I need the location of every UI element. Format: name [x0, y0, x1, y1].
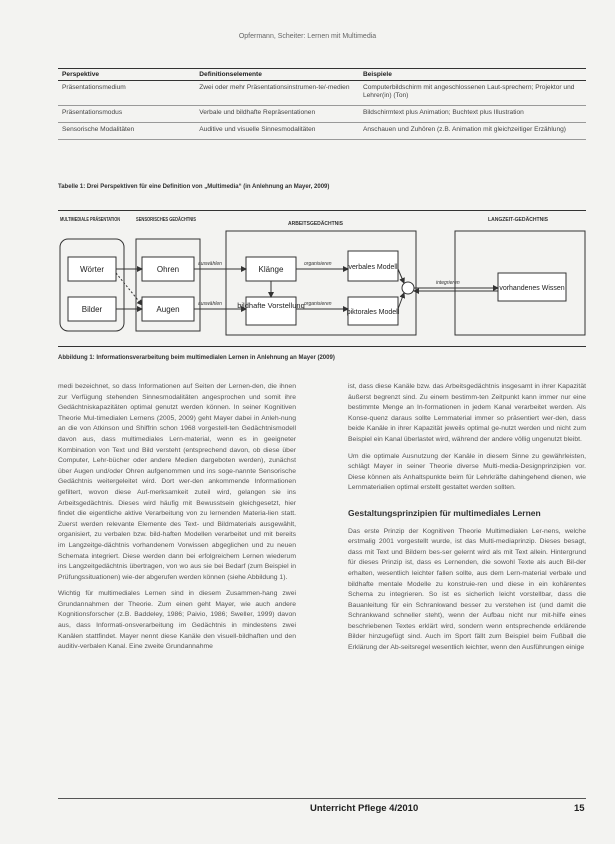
figure-caption: Abbildung 1: Informationsverarbeitung beim multimedialen Lernen in Anlehnung an Mayer (2009) [58, 355, 335, 361]
table-cell: Anschauen und Zuhören (z.B. Animation mit gleichzeitiger Erzählung) [359, 123, 586, 140]
arrow-label-organisieren-top: organisieren [304, 261, 332, 267]
table-cell: Präsentationsmedium [58, 81, 195, 106]
table-row [58, 81, 586, 106]
table-cell: Computerbildschirm mit angeschlossenen Laut-sprechern; Projektor und Lehrer(in) (Ton) [359, 81, 586, 106]
arrow-label-auswaehlen-top: auswählen [198, 261, 222, 267]
table-cell: Bildschirmtext plus Animation; Buchtext plus Illustration [359, 106, 586, 123]
arrow-label-auswaehlen-bottom: auswählen [198, 301, 222, 307]
body-paragraph: Wichtig für multimediales Lernen sind in diesem Zusammen-hang zwei Grundannahmen der Theorie. Zum einen geht Mayer, wie auch andere Kognitionsforscher (z.B. Baddeley, 1986; Paivio, 1986; Sweller, 1999) davon aus, dass Informati-onsverarbeitung im Gedächtnis in mindestens zwei Kanälen stattfindet. Mayer nennt diese Kanäle den visuell-bildhaften und den auditiv-verbalen Kanal. Eine zweite Grundannahme [58, 590, 296, 651]
table-cell: Präsentationsmodus [58, 106, 195, 123]
col-label-longterm: LANGZEIT-GEDÄCHTNIS [488, 217, 548, 223]
table-caption: Tabelle 1: Drei Perspektiven für eine Definition von „Multimedia“ (in Anlehnung an Mayer, 2009) [58, 184, 330, 190]
box-bilder-label: Bilder [81, 305, 103, 314]
table-row [58, 123, 586, 140]
table-cell: Sensorische Modalitäten [58, 123, 195, 140]
box-ohren-label: Ohren [156, 265, 180, 274]
col-label-working: ARBEITSGEDÄCHTNIS [288, 221, 344, 227]
right-column [348, 382, 586, 660]
arrow-label-integrieren: integrieren [436, 280, 460, 286]
footer-journal: Unterricht Pflege 4/2010 [310, 803, 419, 814]
box-klaenge-label: Klänge [258, 265, 284, 274]
col-label-presentation: MULTIMEDIALE PRÄSENTATION [60, 217, 138, 223]
body-paragraph: ist, dass diese Kanäle bzw. das Arbeitsgedächtnis insgesamt in ihrer Kapazität äußerst begrenzt sind. Zu einem bestimm-ten Zeitpunkt kann immer nur eine bestimmte Menge an In-formationen in jedem Kanal verarbeitet werden. Als Konse-quenz daraus sollte Lernmaterial immer so präsentiert wer-den, dass beide Kanäle in ihrer Kapazität jeweils optimal ge-nutzt werden und nicht zum Beispiel ein Kanal überlastet wird, während der andere völlig ungenutzt bleibt. [348, 383, 586, 443]
running-head: Opfermann, Scheiter: Lernen mit Multimedia [238, 33, 377, 40]
integration-node [402, 282, 414, 294]
table-row [58, 106, 586, 123]
footer-rule [58, 798, 586, 799]
body-paragraph: Um die optimale Ausnutzung der Kanäle in diesem Sinne zu gewährleisten, schlägt Mayer in seiner Theorie diverse Multi-media-Designprinzipien vor. Diese können als Anhaltspunkte beim für Lehrkräfte dahingehend dienen, wie Lernmaterialien optimal erstellt gestaltet werden sollten. [348, 452, 586, 492]
box-augen-label: Augen [156, 305, 180, 314]
memory-diagram [58, 210, 586, 347]
box-woerter-label: Wörter [80, 265, 104, 274]
box-verbales-label: verbales Modell [348, 264, 398, 271]
body-paragraph: Das erste Prinzip der Kognitiven Theorie Multimedialen Ler-nens, welche erstmalig 2001 vorgestellt wurde, ist das Multi-mediaprinzip. Dieses besagt, dass mit Text und Bildern bes-ser gelernt wird als mit Text allein. Hintergrund für dieses Prinzip ist, dass es Lernenden, die sowohl Texte als auch Bil-der erhalten, wesentlich leichter fallen sollte, aus dem Lern-material verbale und bildhafte mentale Modelle zu konstruie-ren und diese in ein kohärentes Schema zu integrieren. So ist es sicherlich leicht vorstellbar, dass die Bauanleitung für ein Schrankwand besser zu verstehen ist (und damit die Schrankwand schneller steht), wenn der Aufbau nicht nur mit-hilfe eines beschriebenen Textes erklärt wird, sondern wenn entsprechende erklärende Bilder hinzugefügt sind. Auch im Sport fällt zum Beispiel beim Fußball die Erklärung der Ab-seitsregel wesentlich leichter, wenn den Ausführungen einige [348, 527, 586, 652]
box-wissen-label: vorhandenes Wissen [499, 285, 565, 292]
body-paragraph: medi bezeichnet, so dass Informationen auf Seiten der Lernen-den, die ihnen zur Verfügung stehenden Sinnesmodalitäten angesprochen und somit ihre Gedächtniskapazitäten optimal genutzt werden können. In seiner Kognitiven Theorie Mul-timedialen Lernens (2005, 2009) geht Mayer dabei in Anleh-nung an die von Atkinson und Shiffrin schon 1968 vorgestell-ten Gedächtnismodell davon aus, dass multimediales Lern-material, wenn es in geeigneter Kombination von Text und Bild versteht (entsprechend davon, ob diese über Computer, Lehr-bücher oder andere Medien dargeboten werden), zunächst über Augen und/oder Ohren aufgenommen und ins soge-nannte Sensorische Gedächtnis weitergeleitet wird. Dort wer-den ankommende Informationen gefiltert, wovon diese Auf-merksamkeit zuteil wird, gelangen sie ins Arbeitsgedächtnis. Dieses wird häufig mit Bewusstsein gleichgesetzt, hier findet die eigentliche aktive Verarbeitung von zu lernenden Materia-lien statt. Zuerst werden relevante Elemente des Text- und Bildmaterials ausgewählt, organisiert, zu verbalen bzw. bild-haften Modellen verarbeitet und mit bereits im Langzeitge-dächtnis vorhandenem Vorwissen abgeglichen und zu neuen Schemata integriert. Diese werden dann bei erfolgreichem Lernen wiederum ins Langzeitgedächtnis übertragen, von wo aus sie bei Bedarf (zum Beispiel in Prüfungssituationen) wie-der abgerufen werden können (siehe Abbildung 1). [58, 383, 296, 581]
table-cell: Verbale und bildhafte Repräsentationen [195, 106, 359, 123]
col-label-sensory: SENSORISCHES GEDÄCHTNIS [136, 217, 211, 223]
arrow-label-organisieren-bottom: organisieren [304, 301, 332, 307]
table-cell: Auditive und visuelle Sinnesmodalitäten [195, 123, 359, 140]
box-bildhafte-text: bildhafte Vorstellung [237, 301, 305, 310]
table-header-cell: Definitionselemente [195, 69, 359, 81]
definitions-table [58, 68, 586, 140]
footer-page-number: 15 [574, 803, 585, 814]
box-bildhafte-label [237, 301, 305, 310]
table-header-cell: Beispiele [359, 69, 586, 81]
table-header-cell: Perspektive [58, 69, 195, 81]
section-heading: Gestaltungsprinzipien für multimediales Lernen [348, 507, 541, 518]
table-header-row [58, 69, 586, 81]
table-cell: Zwei oder mehr Präsentationsinstrumen-te/-medien [195, 81, 359, 106]
box-piktorales-label: piktorales Modell [346, 309, 400, 316]
left-column [58, 382, 296, 659]
